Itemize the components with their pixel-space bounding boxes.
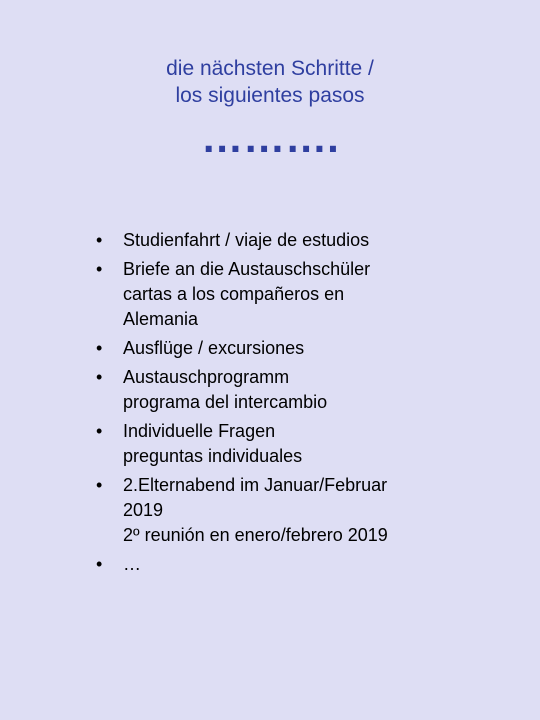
decorative-dots: ………. [201,114,339,161]
bullet-icon: • [96,259,103,279]
item-line: 2º reunión en enero/febrero 2019 [123,525,388,545]
title-line-german: die nächsten Schritte / [166,57,374,80]
bullet-icon: • [96,230,103,250]
bullet-icon: • [96,475,103,495]
list-item [96,228,516,253]
slide-title [0,55,540,109]
item-line: Studienfahrt / viaje de estudios [123,230,370,250]
item-line: 2.Elternabend im Januar/Februar [123,475,388,495]
list-item [96,419,516,469]
item-line: Alemania [123,309,199,329]
bullet-icon: • [96,338,103,358]
bullet-icon: • [96,367,103,387]
item-line: preguntas individuales [123,446,303,466]
item-line: programa del intercambio [123,392,328,412]
item-line: Briefe an die Austauschschüler [123,259,371,279]
list-item [96,365,516,415]
item-line: … [123,554,141,574]
steps-list [96,228,516,581]
item-line: cartas a los compañeros en [123,284,345,304]
list-item [96,473,516,548]
list-item [96,257,516,332]
item-line: Individuelle Fragen [123,421,276,441]
item-line: Austauschprogramm [123,367,290,387]
item-line: Ausflüge / excursiones [123,338,305,358]
title-line-spanish: los siguientes pasos [175,84,365,107]
list-item [96,552,516,577]
bullet-icon: • [96,421,103,441]
bullet-icon: • [96,554,103,574]
list-item [96,336,516,361]
item-line: 2019 [123,500,164,520]
